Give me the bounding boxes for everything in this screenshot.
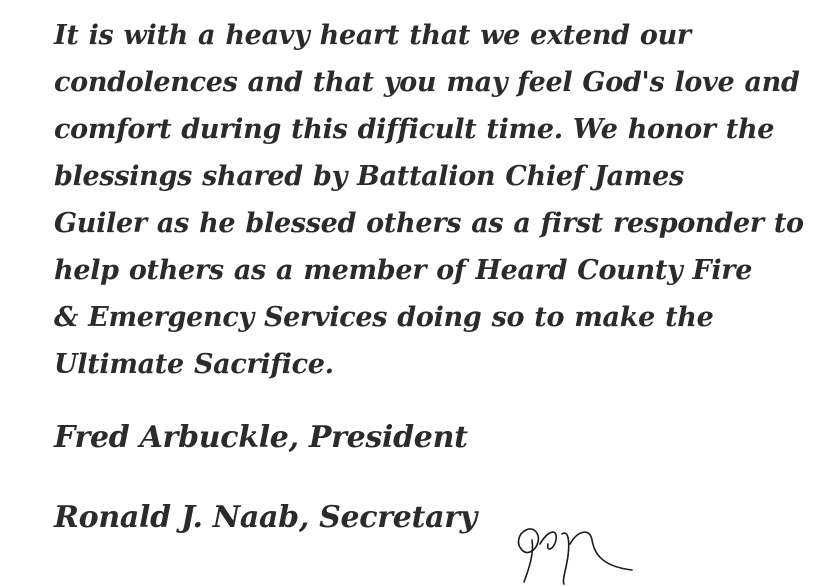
handwritten-signature [512,500,642,587]
message-line-4: blessings shared by Battalion Chief James [54,161,684,192]
secretary-signature-line: Ronald J. Naab, Secretary [54,500,477,535]
message-line-5: Guiler as he blessed others as a first responder to [54,208,804,239]
message-line-7: & Emergency Services doing so to make the [54,302,714,333]
message-line-2: condolences and that you may feel God's love and [54,67,800,98]
message-line-3: comfort during this difficult time. We honor the [54,114,775,145]
condolence-message [54,12,804,388]
message-line-6: help others as a member of Heard County Fire [54,255,753,286]
message-line-1: It is with a heavy heart that we extend our [54,20,691,51]
message-line-8: Ultimate Sacrifice. [54,349,334,380]
president-signature-line: Fred Arbuckle, President [54,420,468,455]
